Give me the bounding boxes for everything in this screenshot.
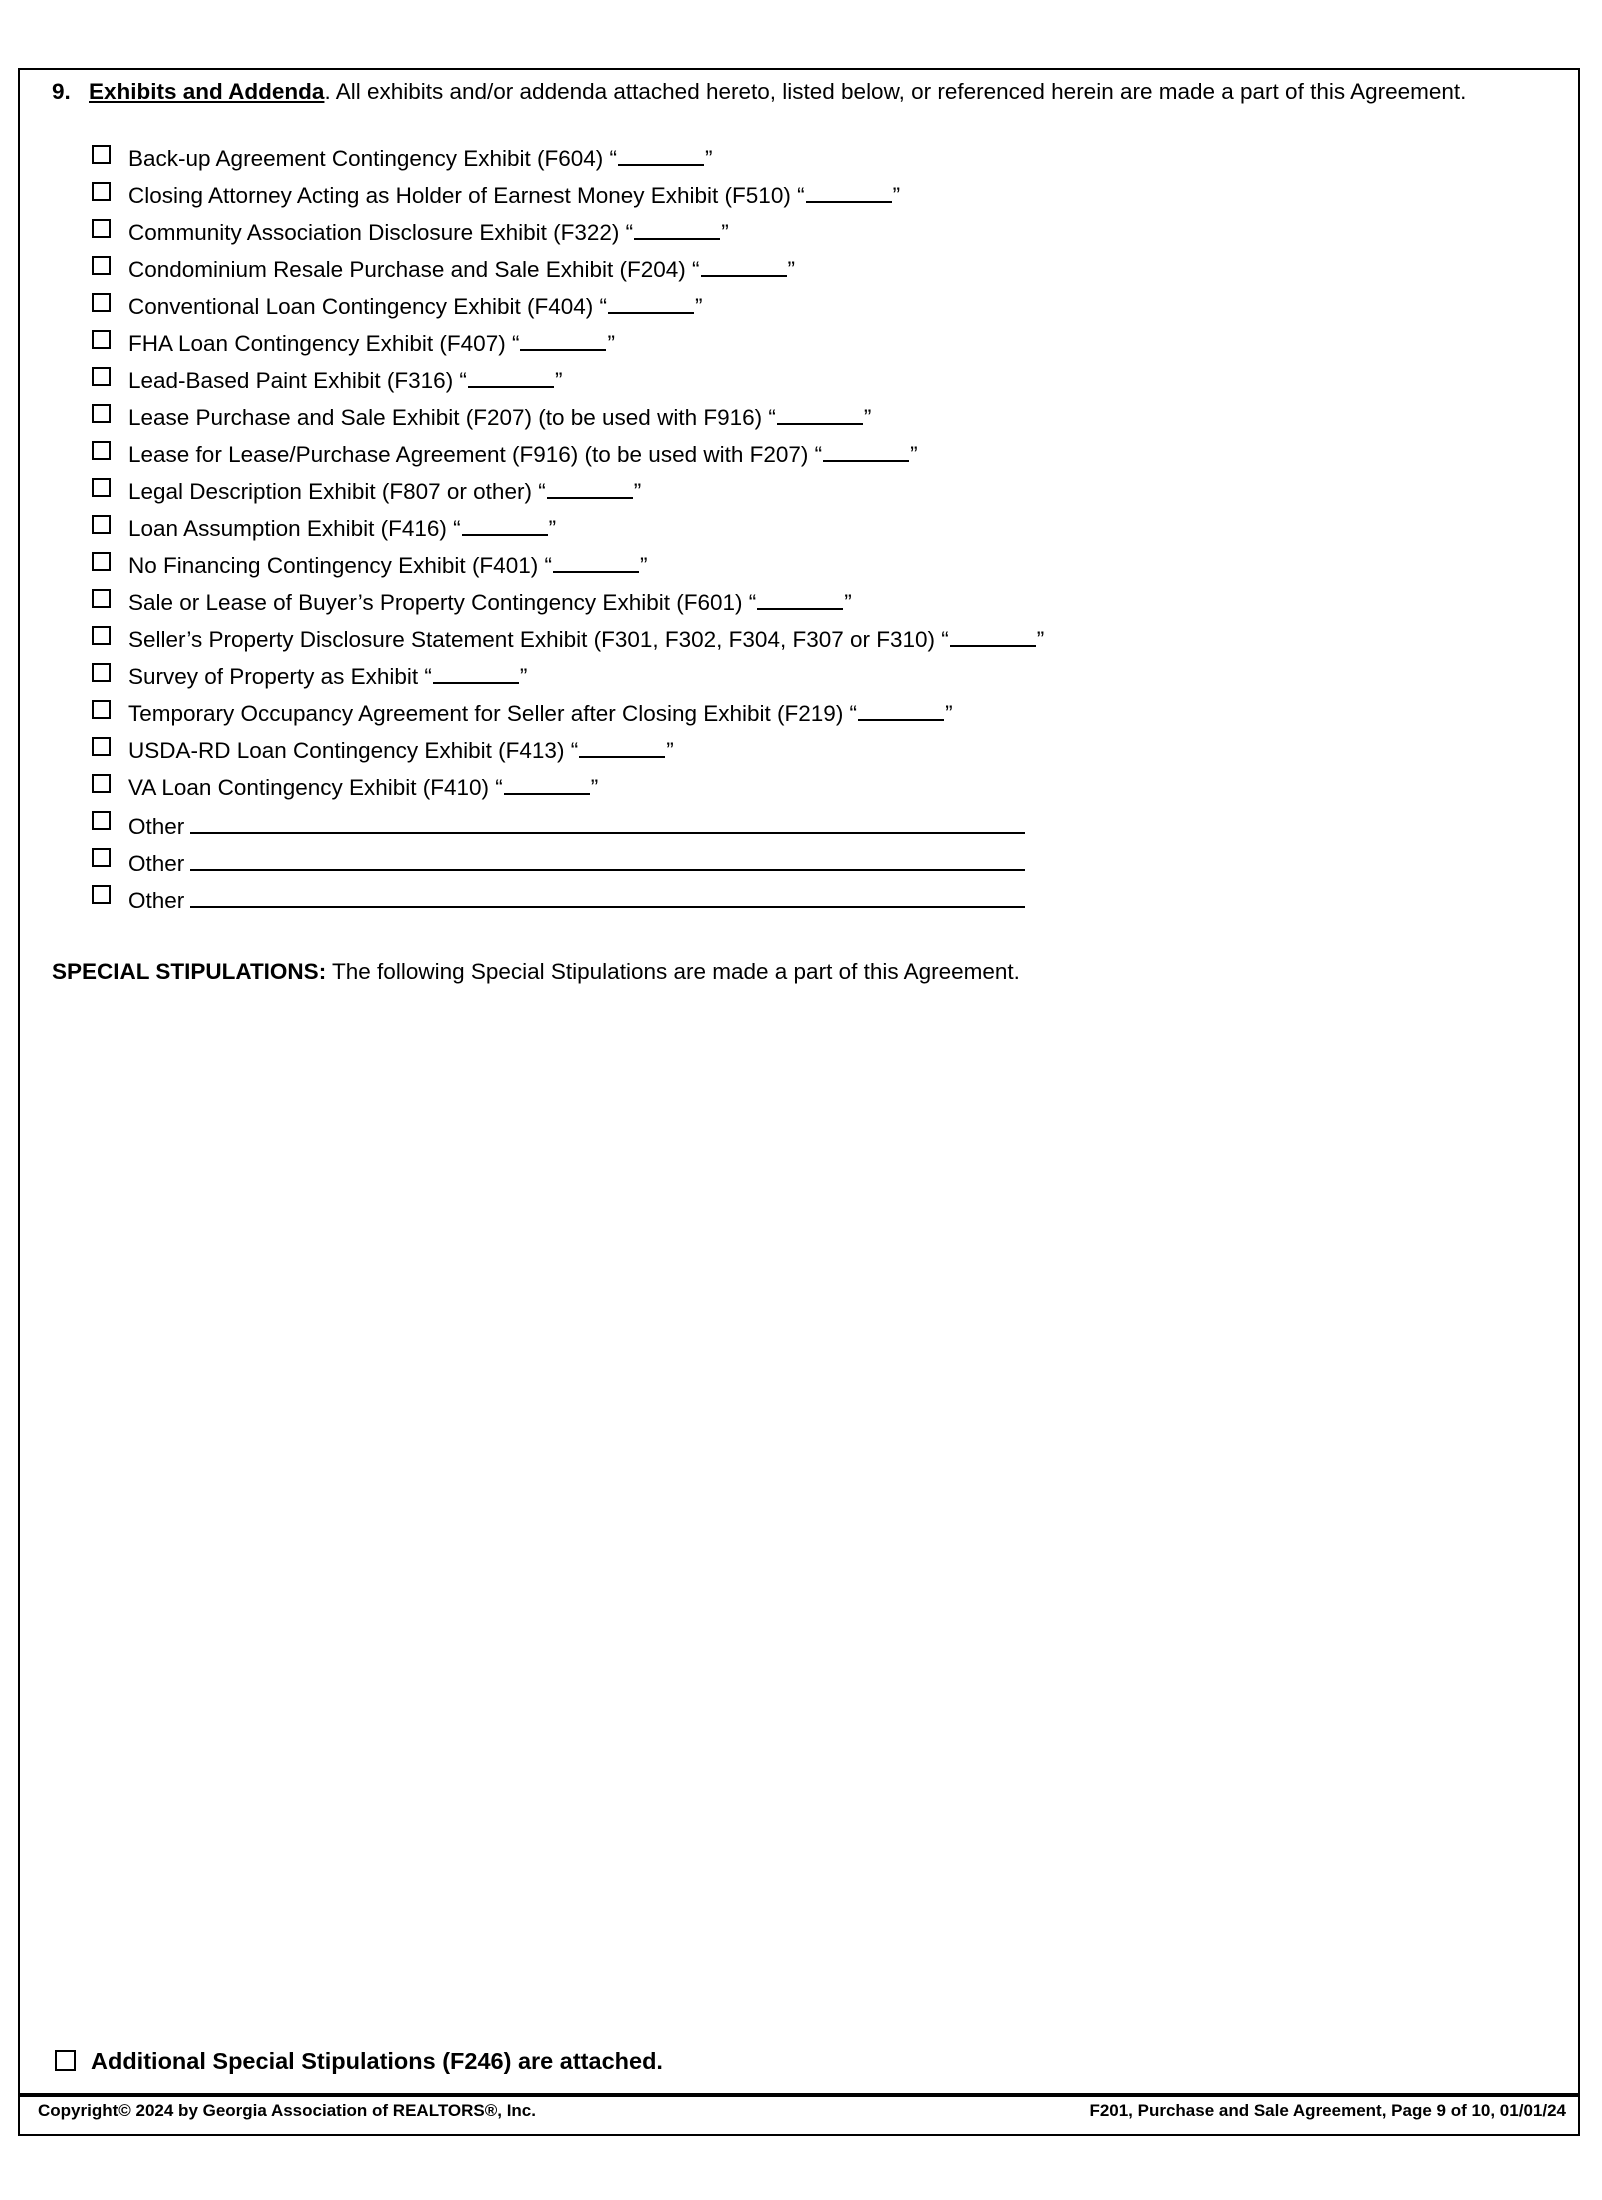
close-quote: ” bbox=[787, 257, 796, 282]
other-input-line[interactable] bbox=[190, 882, 1025, 908]
checkbox[interactable] bbox=[92, 256, 111, 275]
close-quote: ” bbox=[633, 479, 642, 504]
checkbox[interactable] bbox=[92, 515, 111, 534]
checkbox[interactable] bbox=[92, 293, 111, 312]
exhibit-label bbox=[128, 179, 900, 212]
exhibit-label-text: Legal Description Exhibit (F807 or other) “ bbox=[128, 479, 546, 504]
exhibit-label bbox=[128, 512, 556, 545]
close-quote: ” bbox=[705, 146, 713, 171]
exhibit-item-f410 bbox=[92, 771, 1492, 808]
checkbox[interactable] bbox=[92, 774, 111, 793]
exhibit-item-f407 bbox=[92, 327, 1492, 364]
close-quote: ” bbox=[863, 405, 872, 430]
special-stipulations-title: SPECIAL STIPULATIONS: bbox=[52, 959, 327, 984]
exhibit-list bbox=[92, 142, 1492, 919]
close-quote: ” bbox=[519, 664, 528, 689]
exhibit-item-f322 bbox=[92, 216, 1492, 253]
exhibit-label-text: FHA Loan Contingency Exhibit (F407) “ bbox=[128, 331, 520, 356]
exhibit-label bbox=[128, 697, 953, 730]
close-quote: ” bbox=[639, 553, 648, 578]
exhibit-label bbox=[128, 216, 729, 249]
exhibit-item-f510 bbox=[92, 179, 1492, 216]
checkbox[interactable] bbox=[92, 404, 111, 423]
exhibit-letter-blank[interactable] bbox=[757, 586, 843, 610]
exhibit-letter-blank[interactable] bbox=[806, 179, 892, 203]
exhibit-letter-blank[interactable] bbox=[634, 216, 720, 240]
exhibit-letter-blank[interactable] bbox=[618, 142, 704, 166]
exhibit-label bbox=[128, 549, 647, 582]
close-quote: ” bbox=[554, 368, 563, 393]
exhibit-item-f807 bbox=[92, 475, 1492, 512]
exhibit-label-text: VA Loan Contingency Exhibit (F410) “ bbox=[128, 775, 503, 800]
exhibit-label bbox=[128, 623, 1044, 656]
special-stipulations bbox=[52, 958, 1020, 986]
exhibit-label bbox=[128, 660, 527, 693]
exhibit-label bbox=[128, 808, 1025, 843]
close-quote: ” bbox=[910, 442, 918, 467]
exhibit-item-f413 bbox=[92, 734, 1492, 771]
close-quote: ” bbox=[590, 775, 599, 800]
footer-copyright: Copyright© 2024 by Georgia Association of REALTORS®, Inc. bbox=[38, 2101, 536, 2120]
footer-divider bbox=[18, 2093, 1580, 2097]
exhibit-label-text: Lease Purchase and Sale Exhibit (F207) (to be used with F916) “ bbox=[128, 405, 776, 430]
footer-form-info: F201, Purchase and Sale Agreement, Page 9 of 10, 01/01/24 bbox=[1089, 2101, 1566, 2120]
close-quote: ” bbox=[844, 590, 852, 615]
exhibit-letter-blank[interactable] bbox=[504, 771, 590, 795]
close-quote: ” bbox=[548, 516, 557, 541]
exhibit-item-f601 bbox=[92, 586, 1492, 623]
exhibit-label bbox=[128, 364, 562, 397]
exhibit-letter-blank[interactable] bbox=[553, 549, 639, 573]
checkbox[interactable] bbox=[92, 330, 111, 349]
exhibit-label bbox=[128, 734, 674, 767]
exhibit-item-other-1 bbox=[92, 808, 1492, 845]
exhibit-label bbox=[128, 475, 641, 508]
exhibit-item-survey bbox=[92, 660, 1492, 697]
exhibit-label bbox=[128, 771, 598, 804]
close-quote: ” bbox=[892, 183, 901, 208]
exhibit-item-f207 bbox=[92, 401, 1492, 438]
exhibit-item-f316 bbox=[92, 364, 1492, 401]
other-label: Other bbox=[128, 851, 185, 876]
exhibit-letter-blank[interactable] bbox=[468, 364, 554, 388]
exhibit-label-text: Back-up Agreement Contingency Exhibit (F604) “ bbox=[128, 146, 617, 171]
section-number: 9. bbox=[52, 79, 71, 104]
exhibit-label bbox=[128, 845, 1025, 880]
close-quote: ” bbox=[1036, 627, 1045, 652]
checkbox[interactable] bbox=[92, 478, 111, 497]
checkbox[interactable] bbox=[92, 737, 111, 756]
other-input-line[interactable] bbox=[190, 845, 1025, 871]
other-label: Other bbox=[128, 814, 185, 839]
close-quote: ” bbox=[945, 701, 953, 726]
exhibit-label bbox=[128, 290, 703, 323]
exhibit-label bbox=[128, 586, 852, 619]
close-quote: ” bbox=[721, 220, 729, 245]
exhibit-item-f416 bbox=[92, 512, 1492, 549]
exhibit-letter-blank[interactable] bbox=[777, 401, 863, 425]
other-input-line[interactable] bbox=[190, 808, 1025, 834]
exhibit-item-f219 bbox=[92, 697, 1492, 734]
additional-stipulations-label: Additional Special Stipulations (F246) are attached. bbox=[91, 2048, 663, 2074]
section-title: Exhibits and Addenda bbox=[89, 79, 325, 104]
exhibit-label-text: Lead-Based Paint Exhibit (F316) “ bbox=[128, 368, 467, 393]
exhibit-letter-blank[interactable] bbox=[858, 697, 944, 721]
exhibit-item-f204 bbox=[92, 253, 1492, 290]
exhibit-label-text: Seller’s Property Disclosure Statement Exhibit (F301, F302, F304, F307 or F310) “ bbox=[128, 627, 949, 652]
checkbox[interactable] bbox=[92, 848, 111, 867]
exhibit-letter-blank[interactable] bbox=[701, 253, 787, 277]
checkbox[interactable] bbox=[92, 441, 111, 460]
checkbox[interactable] bbox=[92, 182, 111, 201]
checkbox[interactable] bbox=[92, 811, 111, 830]
exhibit-label-text: Lease for Lease/Purchase Agreement (F916) (to be used with F207) “ bbox=[128, 442, 823, 467]
section-9-heading bbox=[52, 78, 1564, 106]
exhibit-label bbox=[128, 401, 871, 434]
exhibit-letter-blank[interactable] bbox=[462, 512, 548, 536]
exhibit-label-text: Loan Assumption Exhibit (F416) “ bbox=[128, 516, 461, 541]
checkbox[interactable] bbox=[92, 552, 111, 571]
exhibit-item-f916 bbox=[92, 438, 1492, 475]
exhibit-item-other-2 bbox=[92, 845, 1492, 882]
checkbox[interactable] bbox=[92, 219, 111, 238]
exhibit-label-text: USDA-RD Loan Contingency Exhibit (F413) “ bbox=[128, 738, 579, 763]
exhibit-letter-blank[interactable] bbox=[608, 290, 694, 314]
exhibit-letter-blank[interactable] bbox=[547, 475, 633, 499]
checkbox[interactable] bbox=[92, 700, 111, 719]
exhibit-label bbox=[128, 327, 615, 360]
exhibit-letter-blank[interactable] bbox=[579, 734, 665, 758]
exhibit-item-f301 bbox=[92, 623, 1492, 660]
exhibit-label-text: Community Association Disclosure Exhibit (F322) “ bbox=[128, 220, 634, 245]
exhibit-label bbox=[128, 882, 1025, 917]
checkbox[interactable] bbox=[92, 626, 111, 645]
exhibit-label-text: Sale or Lease of Buyer’s Property Contingency Exhibit (F601) “ bbox=[128, 590, 757, 615]
section-intro-text: . All exhibits and/or addenda attached hereto, listed below, or referenced herein are made a part of this Agreement. bbox=[324, 79, 1467, 104]
special-stipulations-text: The following Special Stipulations are made a part of this Agreement. bbox=[326, 959, 1020, 984]
checkbox[interactable] bbox=[92, 885, 111, 904]
exhibit-letter-blank[interactable] bbox=[433, 660, 519, 684]
exhibit-letter-blank[interactable] bbox=[950, 623, 1036, 647]
exhibit-label-text: Survey of Property as Exhibit “ bbox=[128, 664, 432, 689]
exhibit-label bbox=[128, 142, 713, 175]
exhibit-label-text: Conventional Loan Contingency Exhibit (F404) “ bbox=[128, 294, 608, 319]
section-9 bbox=[52, 78, 1564, 106]
checkbox[interactable] bbox=[92, 663, 111, 682]
close-quote: ” bbox=[607, 331, 615, 356]
exhibit-item-f404 bbox=[92, 290, 1492, 327]
exhibit-letter-blank[interactable] bbox=[823, 438, 909, 462]
exhibit-item-f401 bbox=[92, 549, 1492, 586]
checkbox[interactable] bbox=[92, 589, 111, 608]
exhibit-label bbox=[128, 438, 918, 471]
exhibit-letter-blank[interactable] bbox=[520, 327, 606, 351]
exhibit-label-text: No Financing Contingency Exhibit (F401) “ bbox=[128, 553, 552, 578]
exhibit-item-f604 bbox=[92, 142, 1492, 179]
checkbox[interactable] bbox=[92, 145, 111, 164]
section-intro bbox=[89, 78, 1564, 106]
checkbox[interactable] bbox=[92, 367, 111, 386]
exhibit-label-text: Condominium Resale Purchase and Sale Exhibit (F204) “ bbox=[128, 257, 700, 282]
checkbox[interactable] bbox=[55, 2050, 76, 2071]
exhibit-label bbox=[128, 253, 795, 286]
exhibit-item-other-3 bbox=[92, 882, 1492, 919]
close-quote: ” bbox=[666, 738, 674, 763]
exhibit-label-text: Temporary Occupancy Agreement for Seller after Closing Exhibit (F219) “ bbox=[128, 701, 858, 726]
other-label: Other bbox=[128, 888, 185, 913]
exhibit-label-text: Closing Attorney Acting as Holder of Earnest Money Exhibit (F510) “ bbox=[128, 183, 805, 208]
close-quote: ” bbox=[695, 294, 703, 319]
